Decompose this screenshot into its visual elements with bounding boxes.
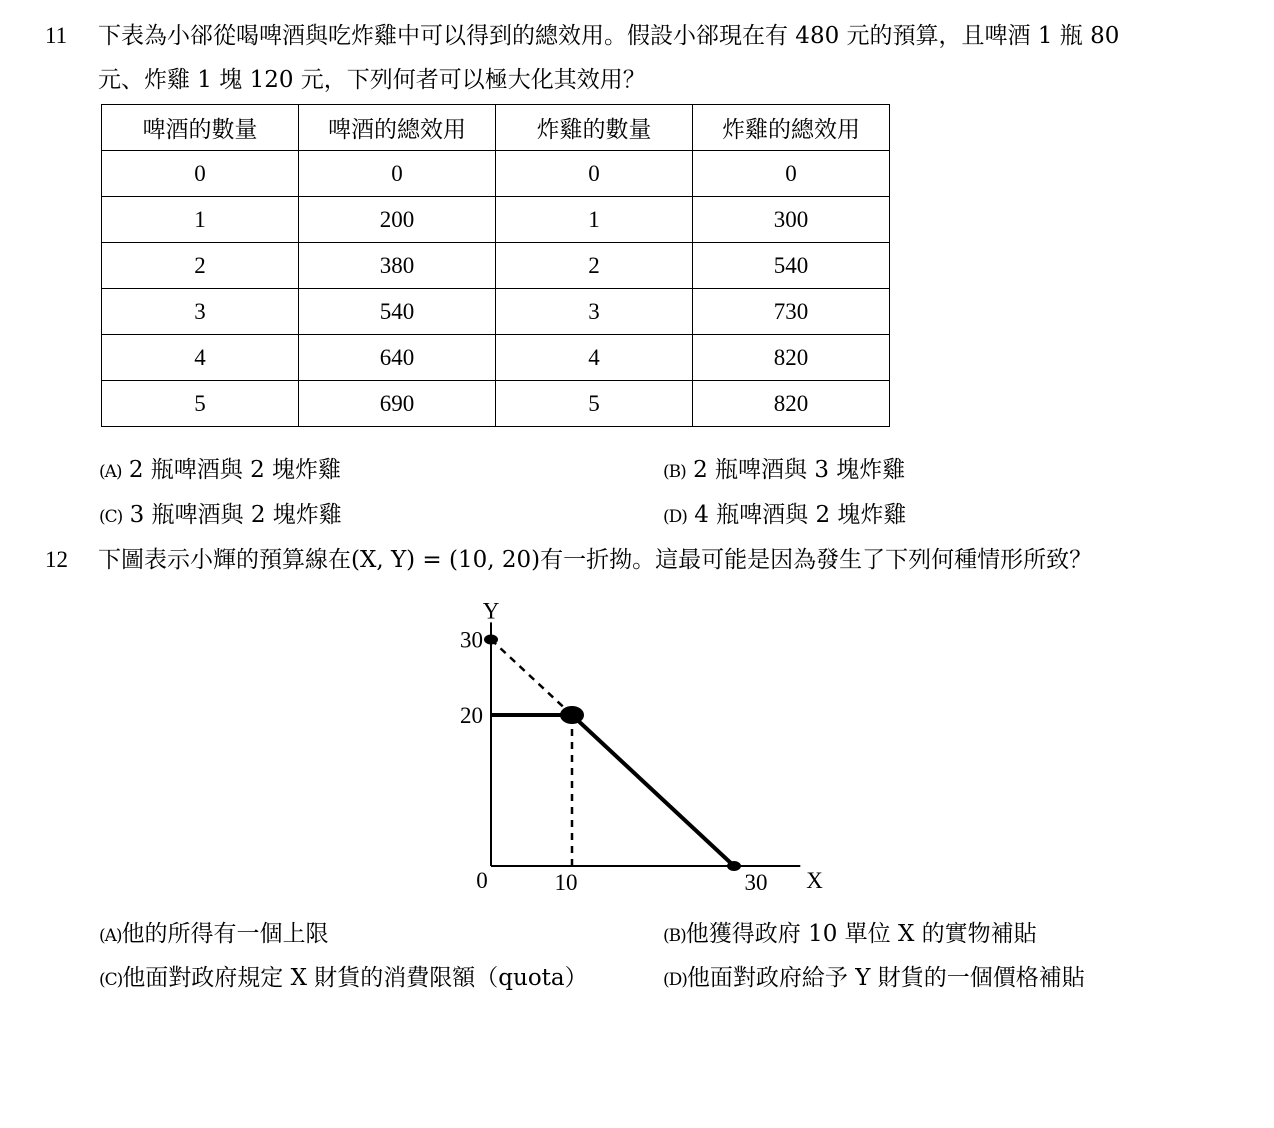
question-12-number: 12 <box>45 547 68 572</box>
q12-option-c-label: (C) <box>99 970 123 990</box>
q11-option-c-label: (C) <box>99 507 123 527</box>
kink-point <box>560 706 584 724</box>
table-cell: 690 <box>299 381 496 427</box>
y-tick-label-30: 30 <box>460 627 483 653</box>
q12-option-a <box>99 920 329 950</box>
dashed-line-1 <box>491 640 572 716</box>
q12-option-b <box>663 920 1037 950</box>
table-cell: 0 <box>693 151 890 197</box>
q12-option-b-text: 他獲得政府 10 單位 X 的實物補貼 <box>685 921 1037 947</box>
table-cell: 0 <box>496 151 693 197</box>
table-cell: 380 <box>299 243 496 289</box>
q12-option-c <box>99 964 588 994</box>
question-11-text-line1: 下表為小郤從喝啤酒與吃炸雞中可以得到的總效用。假設小郤現在有 480 元的預算，且啤酒 1 瓶 80 <box>98 23 1120 49</box>
table-cell: 5 <box>102 381 299 427</box>
q12-option-c-text: 他面對政府規定 X 財貨的消費限額（quota） <box>122 965 588 991</box>
table-cell: 200 <box>299 197 496 243</box>
q11-option-a-text: 2 瓶啤酒與 2 塊炸雞 <box>121 457 342 483</box>
q12-option-d-label: (D) <box>663 970 687 990</box>
table-cell: 730 <box>693 289 890 335</box>
table-cell: 820 <box>693 381 890 427</box>
origin-label: 0 <box>476 868 488 893</box>
table-cell: 4 <box>102 335 299 381</box>
endpoint-0 <box>484 635 498 645</box>
q11-option-c-text: 3 瓶啤酒與 2 塊炸雞 <box>122 502 342 528</box>
question-11-number: 11 <box>45 23 68 48</box>
y-axis-label: Y <box>482 598 500 624</box>
table-cell: 540 <box>299 289 496 335</box>
table-cell: 1 <box>496 197 693 243</box>
table-cell: 4 <box>496 335 693 381</box>
x-tick-label-10: 10 <box>554 870 578 895</box>
q11-option-d-text: 4 瓶啤酒與 2 塊炸雞 <box>686 502 907 528</box>
table-cell: 820 <box>693 335 890 381</box>
budget-line <box>491 715 734 866</box>
table-cell: 300 <box>693 197 890 243</box>
q11-option-d-label: (D) <box>663 507 687 527</box>
header-chicken-quantity: 炸雞的數量 <box>496 105 693 151</box>
table-cell: 2 <box>102 243 299 289</box>
table-cell: 0 <box>102 151 299 197</box>
q11-option-b-text: 2 瓶啤酒與 3 塊炸雞 <box>685 457 906 483</box>
endpoint-2 <box>727 861 741 871</box>
table-cell: 540 <box>693 243 890 289</box>
y-tick-label-20: 20 <box>460 703 483 728</box>
table-cell: 2 <box>496 243 693 289</box>
q12-option-d <box>663 964 1085 994</box>
header-beer-total-utility: 啤酒的總效用 <box>299 105 496 151</box>
question-11-text-line2: 元、炸雞 1 塊 120 元，下列何者可以極大化其效用？ <box>98 67 646 93</box>
q11-option-b-label: (B) <box>663 462 686 482</box>
q12-option-d-text: 他面對政府給予 Y 財貨的一個價格補貼 <box>686 965 1085 991</box>
question-12-text: 下圖表示小輝的預算線在(X, Y) = (10, 20)有一折拗。這最可能是因為發生了下列何種情形所致？ <box>98 547 1093 573</box>
x-tick-label-30: 30 <box>744 870 768 895</box>
q12-option-b-label: (B) <box>663 926 686 946</box>
q12-option-a-label: (A) <box>99 926 122 946</box>
table-cell: 3 <box>102 289 299 335</box>
q11-option-a-label: (A) <box>99 462 122 482</box>
table-cell: 3 <box>496 289 693 335</box>
header-chicken-total-utility: 炸雞的總效用 <box>693 105 890 151</box>
header-beer-quantity: 啤酒的數量 <box>102 105 299 151</box>
x-axis-label: X <box>806 868 823 893</box>
table-cell: 640 <box>299 335 496 381</box>
table-cell: 1 <box>102 197 299 243</box>
table-cell: 5 <box>496 381 693 427</box>
q12-option-a-text: 他的所得有一個上限 <box>121 921 329 947</box>
table-cell: 0 <box>299 151 496 197</box>
